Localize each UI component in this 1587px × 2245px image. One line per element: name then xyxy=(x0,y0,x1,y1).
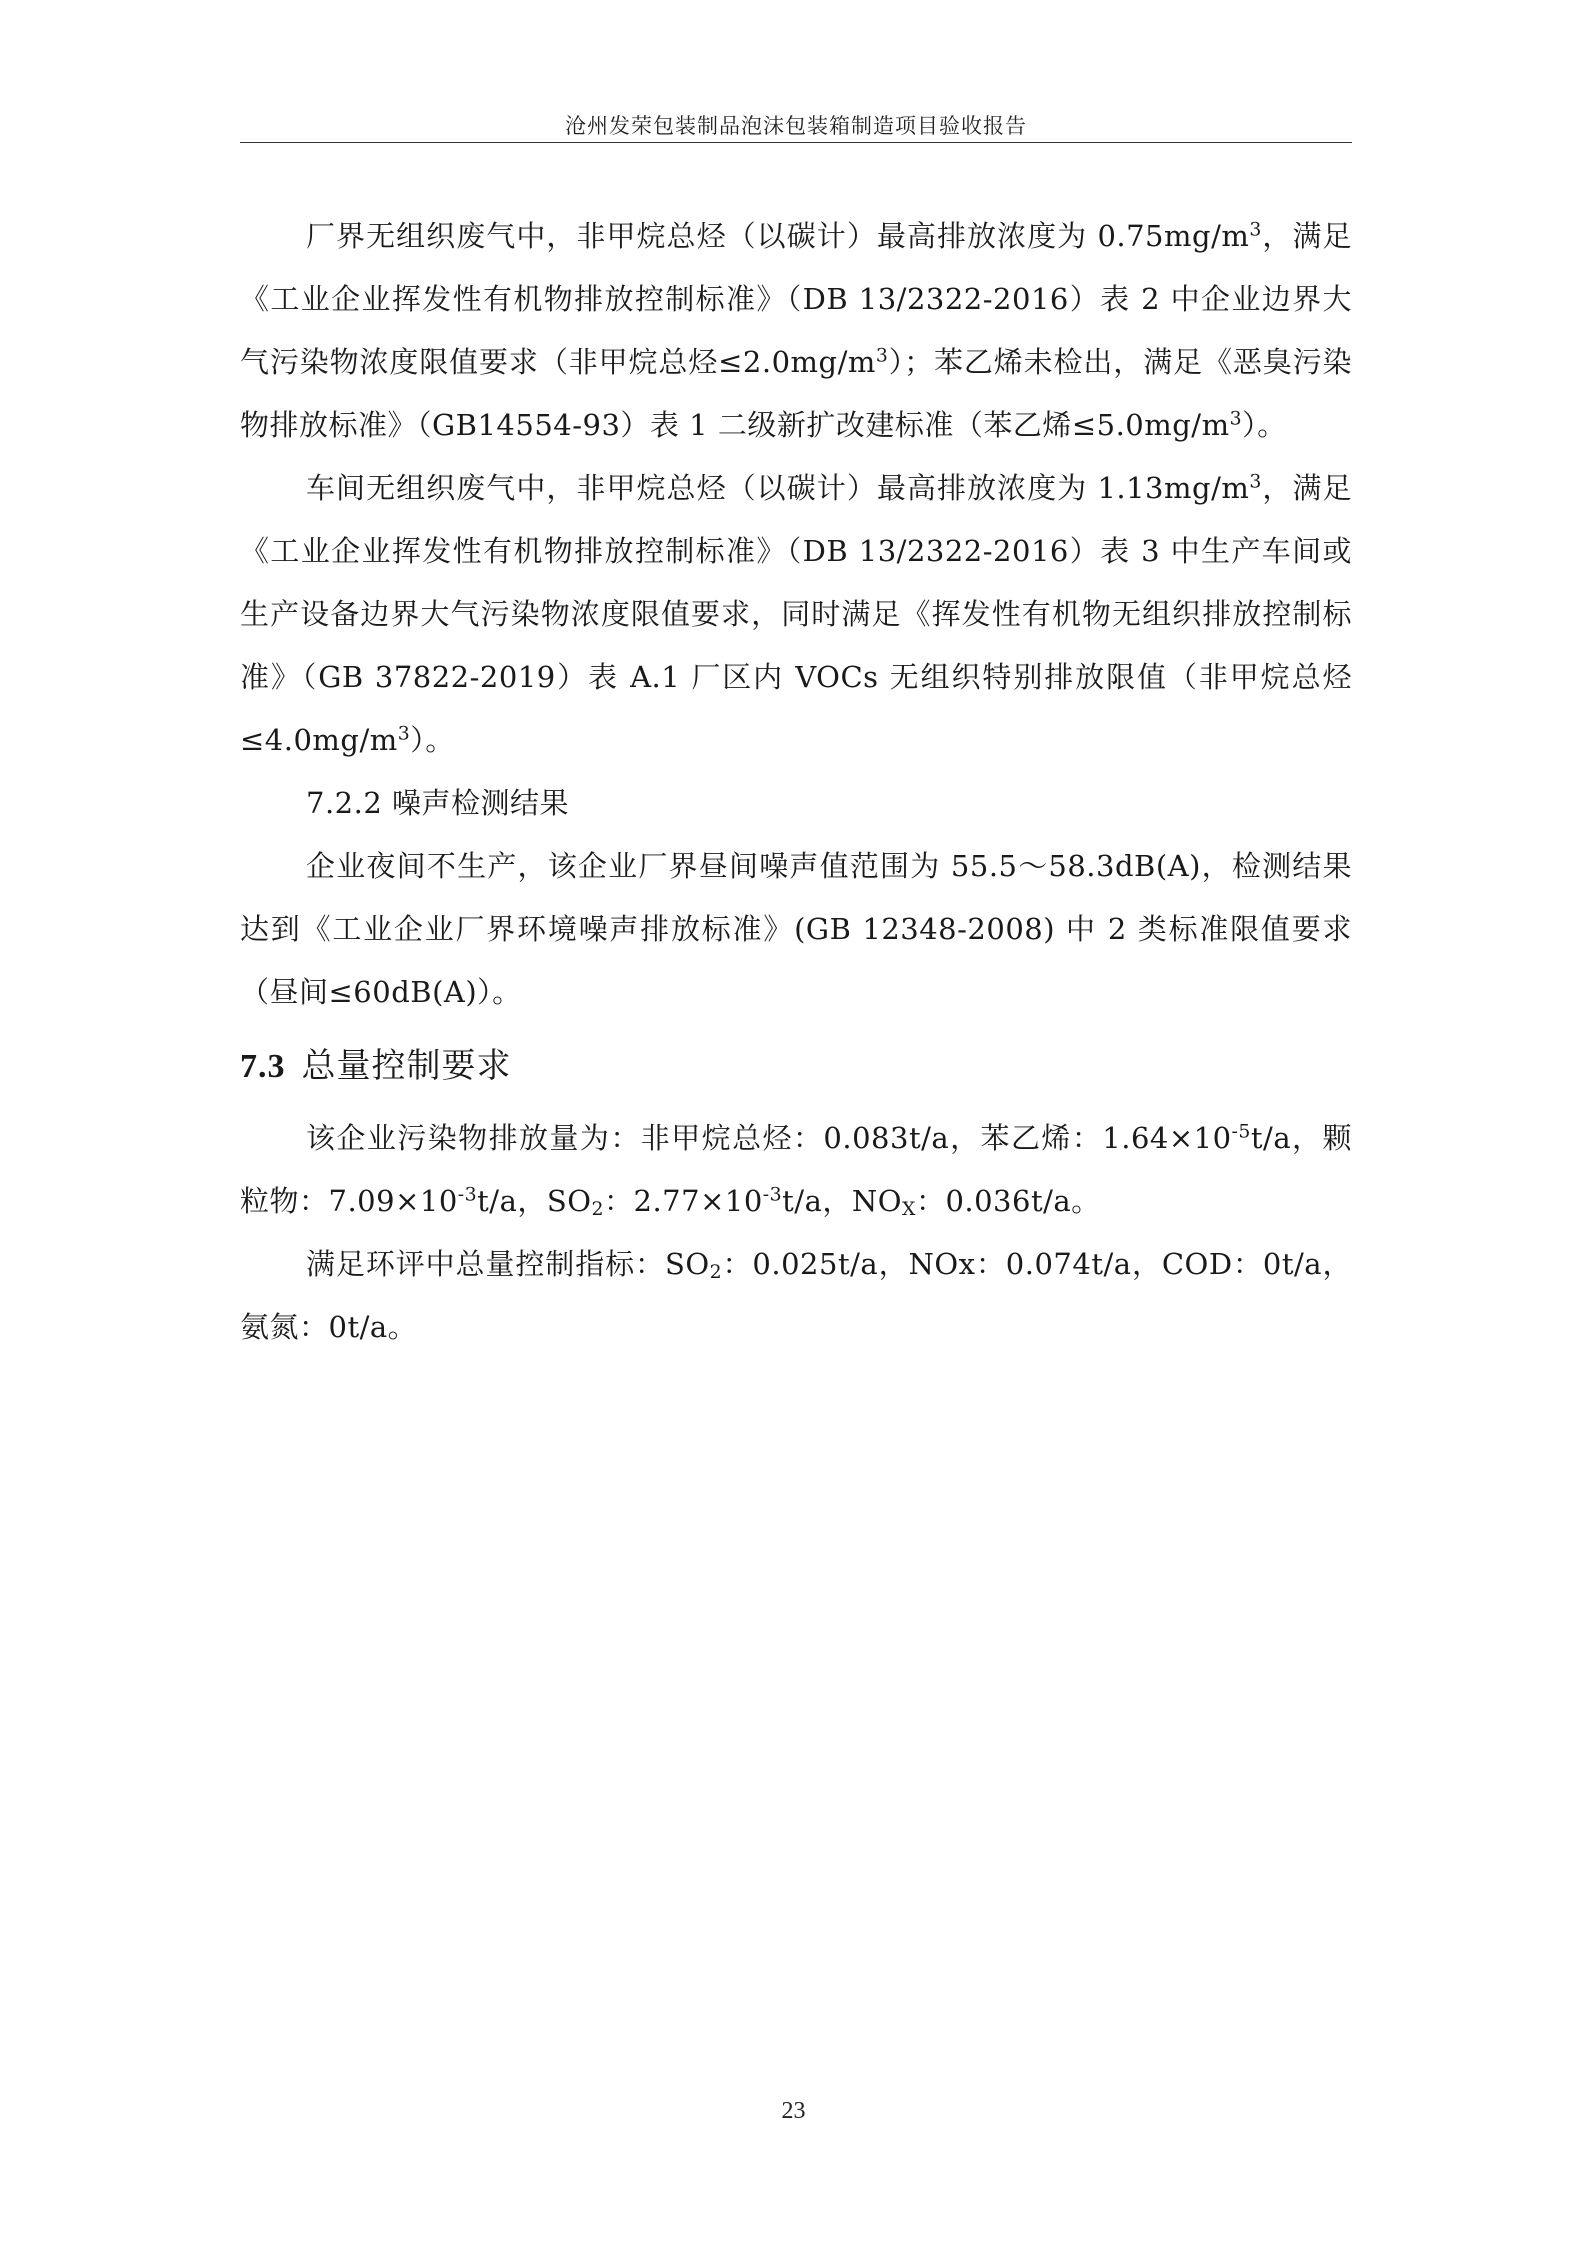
section-title: 总量控制要求 xyxy=(301,1046,512,1086)
paragraph-noise-results: 企业夜间不生产，该企业厂界昼间噪声值范围为 55.5～58.3dB(A)，检测结果达到《工业企业厂界环境噪声排放标准》(GB 12348-2008) 中 2 类标准限值要求（昼间≤60dB(A)）。 xyxy=(240,849,1352,1009)
header-divider xyxy=(240,142,1352,143)
section-number: 7.3 xyxy=(240,1048,286,1085)
paragraph-boundary-emissions: 厂界无组织废气中，非甲烷总烃（以碳计）最高排放浓度为 $0.75mg/m^3$，满足《工业企业挥发性有机物排放控制标准》（DB 13/2322-2016）表 2 中企业边界大气污染物浓度限值要求（非甲烷总烃$\le 2.0mg/m^3$）；苯乙烯未检出，满足《恶臭污染物排放标准》（GB14554-93）表 1 二级新扩改建标准（苯乙烯$\le 5.0mg/m^3$）。 xyxy=(240,219,1352,442)
section-heading-total-control xyxy=(240,1030,1352,1103)
body-text xyxy=(240,205,1352,1359)
paragraph-workshop-emissions: 车间无组织废气中，非甲烷总烃（以碳计）最高排放浓度为 $1.13mg/m^3$，满足《工业企业挥发性有机物排放控制标准》（DB 13/2322-2016）表 3 中生产车间或生产设备边界大气污染物浓度限值要求，同时满足《挥发性有机物无组织排放控制标准》（GB 37822-2019）表 A.1 厂区内 VOCs 无组织特别排放限值（非甲烷总烃$\le 4.0mg/m^3$）。 xyxy=(240,471,1352,757)
page-number: 23 xyxy=(781,2098,806,2124)
paragraph-control-indicators: 满足环评中总量控制指标：$SO_2$：0.025t/a，NOx：0.074t/a，COD：0t/a，氨氮：0t/a。 xyxy=(240,1247,1352,1344)
subsection-heading-noise: 7.2.2 噪声检测结果 xyxy=(306,786,570,820)
paragraph-emission-totals: 该企业污染物排放量为：非甲烷总烃：0.083t/a，苯乙烯：$1.64\times 10^{-5}t/a$，颗粒物：$7.09\times 10^{-3}t/a$，$SO_2$：$2.77\times 10^{-3}t/a$，$NO_X$：0.036t/a。 xyxy=(240,1121,1352,1220)
running-header: 沧州发荣包装制品泡沫包装箱制造项目验收报告 xyxy=(565,114,1027,138)
